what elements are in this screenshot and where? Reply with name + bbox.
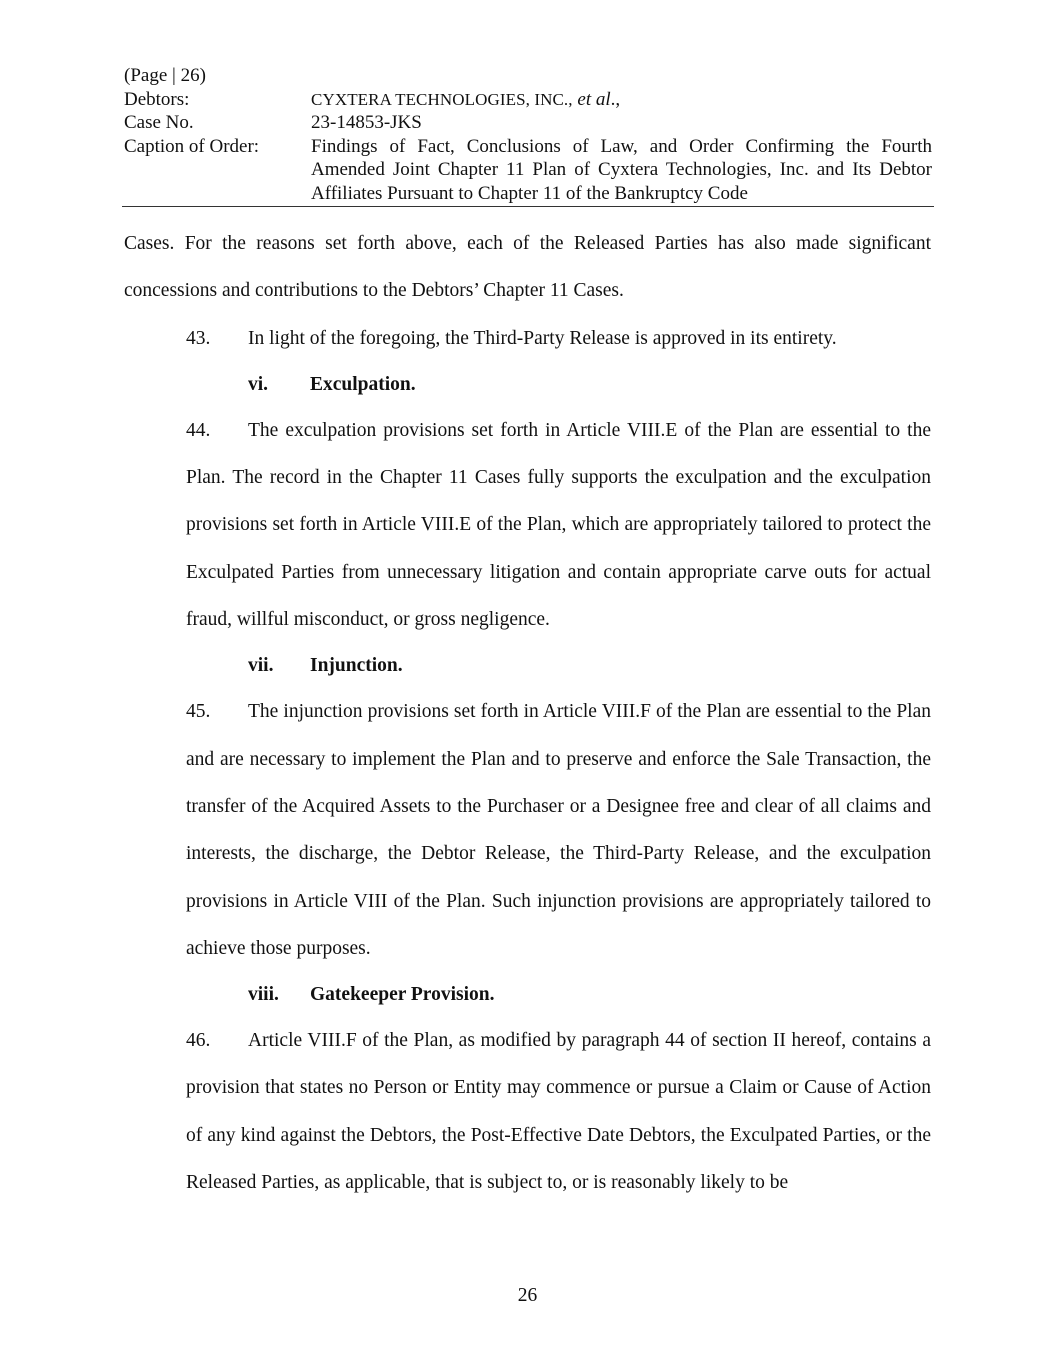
section-heading-gatekeeper (124, 972, 931, 1017)
section-heading-injunction (124, 643, 931, 688)
section-title: Injunction. (310, 655, 403, 677)
paragraph-44 (124, 407, 931, 643)
paragraph-text: The exculpation provisions set forth in Article VIII.E of the Plan are essential to the Plan. The record in the Chapter 11 Cases fully supports the exculpation and the exculpation provisions set forth in Article VIII.E of the Plan, which are appropriately tailored to protect the Exculpated Parties from unnecessary litigation and contain appropriate carve outs for actual fraud, willful misconduct, or gross negligence. (186, 419, 931, 631)
paragraph-45 (124, 688, 931, 972)
section-number: vii. (248, 655, 274, 677)
paragraph-number: 43. (186, 327, 211, 349)
header-divider (122, 206, 934, 207)
section-title: Exculpation. (310, 373, 416, 395)
document-body (124, 220, 931, 1206)
case-value: 23-14853-JKS (311, 112, 422, 133)
page-header (124, 64, 932, 205)
section-title: Gatekeeper Provision. (310, 984, 495, 1006)
paragraph-number: 45. (186, 701, 211, 723)
paragraph-number: 46. (186, 1030, 211, 1052)
paragraph-43 (124, 315, 931, 362)
header-case-row (124, 111, 932, 135)
header-page-row (124, 64, 932, 88)
debtors-etal: et al (577, 88, 611, 110)
caption-value: Findings of Fact, Conclusions of Law, and Order Confirming the Fourth Amended Joint Chapter 11 Plan of Cyxtera Technologies, Inc. and Its Debtor Affiliates Pursuant to Chapter 11 of the Bankruptcy Code (311, 135, 932, 204)
paragraph-number: 44. (186, 419, 211, 441)
continuation-paragraph: Cases. For the reasons set forth above, each of the Released Parties has also made significant concessions and contributions to the Debtors’ Chapter 11 Cases. (124, 233, 931, 302)
debtors-value (311, 88, 932, 112)
debtors-suffix: ., (610, 88, 621, 110)
case-label: Case No. (124, 112, 194, 133)
header-caption-row (124, 135, 932, 206)
section-heading-exculpation (124, 362, 931, 407)
paragraph-46 (124, 1017, 931, 1206)
debtors-name: CYXTERA TECHNOLOGIES, INC., (311, 89, 573, 109)
paragraph-text: Article VIII.F of the Plan, as modified by paragraph 44 of section II hereof, contains a provision that states no Person or Entity may commence or pursue a Claim or Cause of Action of any kind against the Debtors, the Post-Effective Date Debtors, the Exculpated Parties, or the Released Parties, as applicable, that is subject to, or is reasonably likely to be (186, 1030, 931, 1194)
debtors-label: Debtors: (124, 88, 190, 110)
caption-label: Caption of Order: (124, 135, 260, 157)
paragraph-text: The injunction provisions set forth in Article VIII.F of the Plan are essential to the Plan and are necessary to implement the Plan and to preserve and enforce the Sale Transaction, the transfer of the Acquired Assets to the Purchaser or a Designee free and clear of all claims and interests, the discharge, the Debtor Release, the Third-Party Release, and the exculpation provisions in Article VIII of the Plan. Such injunction provisions are appropriately tailored to achieve those purposes. (186, 701, 931, 959)
header-page-label: (Page | 26) (124, 65, 206, 86)
section-number: viii. (248, 984, 279, 1006)
header-debtors-row (124, 88, 932, 112)
page-number: 26 (517, 1285, 538, 1306)
section-number: vi. (248, 373, 269, 395)
paragraph-text: In light of the foregoing, the Third-Party Release is approved in its entirety. (248, 327, 837, 349)
